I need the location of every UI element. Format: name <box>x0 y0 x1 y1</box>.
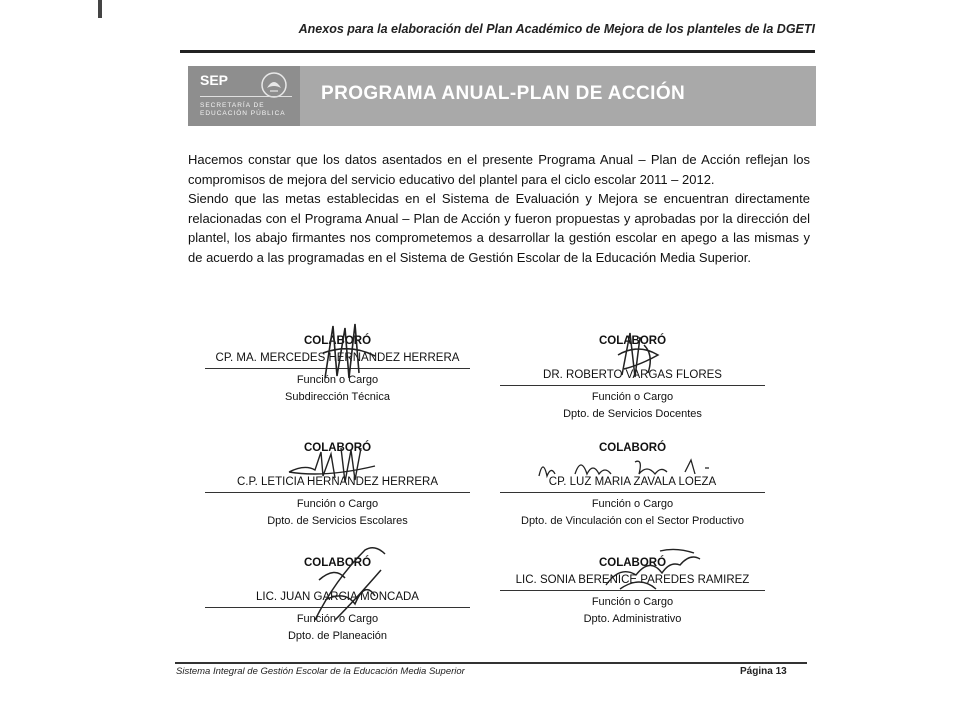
signature-block <box>500 333 765 423</box>
signature-line <box>500 492 765 493</box>
department-label: Dpto. de Planeación <box>287 630 388 642</box>
signer-name: C.P. LETICIA HERNANDEZ HERRERA <box>236 476 439 488</box>
page-number: Página 13 <box>740 666 787 677</box>
signature-line <box>205 492 470 493</box>
signature-heading: COLABORÓ <box>598 557 667 569</box>
signature-block <box>205 333 470 406</box>
role-label: Función o Cargo <box>591 498 674 510</box>
role-label: Función o Cargo <box>296 613 379 625</box>
document-body <box>188 150 810 267</box>
signature-line <box>500 385 765 386</box>
department-label: Dpto. Administrativo <box>583 613 682 625</box>
signature-block <box>500 440 765 530</box>
department-label: Subdirección Técnica <box>285 391 390 403</box>
signer-name: CP. LUZ MARIA ZAVALA LOEZA <box>548 476 717 488</box>
signature-line <box>205 368 470 369</box>
signer-name: DR. ROBERTO VARGAS FLORES <box>543 369 722 381</box>
sep-logo-text: SEP <box>200 72 229 88</box>
title-banner <box>188 66 816 126</box>
signature-line <box>205 607 470 608</box>
role-label: Función o Cargo <box>591 391 674 403</box>
signature-heading: COLABORÓ <box>598 335 667 347</box>
role-label: Función o Cargo <box>591 596 674 608</box>
signature-line <box>500 590 765 591</box>
signature-heading: COLABORÓ <box>598 442 667 454</box>
body-paragraph-1: Hacemos constar que los datos asentados en el presente Programa Anual – Plan de Acción reflejan los compromisos de mejora del servicio educativo del plantel para el ciclo escolar 2011 – 2012. <box>188 152 810 187</box>
signer-name: LIC. SONIA BERENICE PAREDES RAMIREZ <box>515 574 750 586</box>
signature-block <box>205 555 470 645</box>
department-label: Dpto. de Servicios Escolares <box>267 515 408 527</box>
signature-heading: COLABORÓ <box>303 442 372 454</box>
footer-rule <box>175 662 807 664</box>
sep-logo <box>188 66 300 126</box>
sep-logo-subtext: SECRETARÍA DE EDUCACIÓN PÚBLICA <box>200 102 286 117</box>
role-label: Función o Cargo <box>296 374 379 386</box>
signature-heading: COLABORÓ <box>303 557 372 569</box>
department-label: Dpto. de Servicios Docentes <box>563 408 702 420</box>
department-label: Dpto. de Vinculación con el Sector Productivo <box>521 515 744 527</box>
role-label: Función o Cargo <box>296 498 379 510</box>
signature-block <box>500 555 765 628</box>
header-rule <box>180 50 815 53</box>
body-paragraph-2: Siendo que las metas establecidas en el Sistema de Evaluación y Mejora se encuentran directamente relacionadas con el Programa Anual – Plan de Acción y fueron propuestas y aprobadas por la dirección del plantel, los abajo firmantes nos comprometemos a desarrollar la gestión escolar en apego a las mismas y de acuerdo a las programadas en el Sistema de Gestión Escolar de la Educación Media Superior. <box>188 191 810 265</box>
footer-system-name: Sistema Integral de Gestión Escolar de la Educación Media Superior <box>176 666 465 677</box>
scan-edge-mark <box>98 0 102 18</box>
page-header: Anexos para la elaboración del Plan Académico de Mejora de los planteles de la DGETI <box>298 22 815 36</box>
logo-rule <box>200 96 292 97</box>
signer-name: LIC. JUAN GARCIA MONCADA <box>256 591 419 603</box>
signer-name: CP. MA. MERCEDES HERNANDEZ HERRERA <box>215 352 460 364</box>
signature-block <box>205 440 470 530</box>
signature-heading: COLABORÓ <box>303 335 372 347</box>
banner-title: PROGRAMA ANUAL-PLAN DE ACCIÓN <box>321 83 686 104</box>
